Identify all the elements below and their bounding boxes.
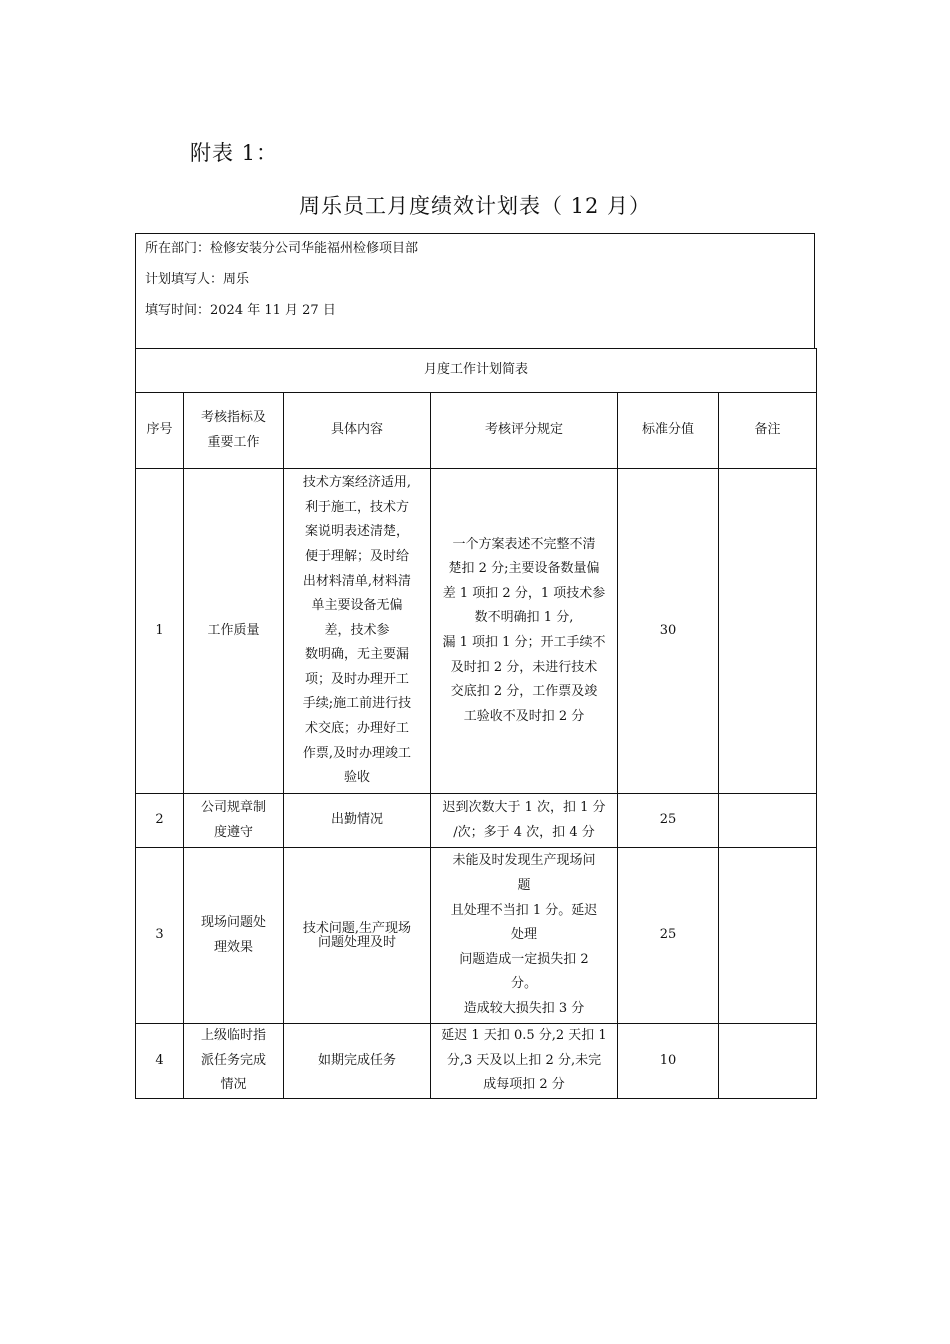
table-row [136, 794, 817, 848]
appendix-label: 附表 1： [190, 141, 279, 165]
row-remark [719, 848, 817, 1024]
row-score: 10 [618, 1024, 719, 1099]
row-remark [719, 469, 817, 794]
row-content: 出勤情况 [284, 794, 431, 848]
row-rule: 延迟 1 天扣 0.5 分,2 天扣 1 分,3 天及以上扣 2 分,未完 成每项扣 2 分 [431, 1024, 618, 1099]
header-remark: 备注 [719, 393, 817, 469]
row-indicator: 上级临时指 派任务完成 情况 [184, 1024, 284, 1099]
row-remark [719, 1024, 817, 1099]
summary-title: 月度工作计划简表 [136, 349, 817, 393]
row-seq: 1 [136, 469, 184, 794]
row-content: 技术问题,生产现场 问题处理及时 [284, 848, 431, 1024]
row-rule: 迟到次数大于 1 次，扣 1 分 /次；多于 4 次，扣 4 分 [431, 794, 618, 848]
row-content: 技术方案经济适用, 利于施工，技术方 案说明表述清楚， 便于理解；及时给 出材料清单,材料清 单主要设备无偏 差，技术参 数明确，无主要漏 项；及时办理开工 手续;施工前进行技 术交底；办理好工 作票,及时办理竣工 验收 [284, 469, 431, 794]
row-seq: 3 [136, 848, 184, 1024]
row-seq: 2 [136, 794, 184, 848]
filler-line: 计划填写人：周乐 [145, 272, 250, 287]
department-line: 所在部门：检修安装分公司华能福州检修项目部 [145, 241, 419, 256]
row-content: 如期完成任务 [284, 1024, 431, 1099]
row-remark [719, 794, 817, 848]
plan-table [135, 348, 817, 1099]
row-score: 25 [618, 794, 719, 848]
row-score: 25 [618, 848, 719, 1024]
info-box [135, 233, 815, 349]
row-rule: 未能及时发现生产现场问 题 且处理不当扣 1 分。延迟 处理 问题造成一定损失扣 2 分。 造成较大损失扣 3 分 [431, 848, 618, 1024]
row-indicator: 工作质量 [184, 469, 284, 794]
summary-row [136, 349, 817, 393]
header-score: 标准分值 [618, 393, 719, 469]
table-row [136, 469, 817, 794]
fill-time-line: 填写时间：2024 年 11 月 27 日 [145, 303, 336, 318]
header-content: 具体内容 [284, 393, 431, 469]
row-indicator: 现场问题处 理效果 [184, 848, 284, 1024]
page-title: 周乐员工月度绩效计划表（ 12 月） [298, 194, 652, 218]
table-header-row [136, 393, 817, 469]
row-rule: 一个方案表述不完整不清 楚扣 2 分;主要设备数量偏 差 1 项扣 2 分，1 项技术参 数不明确扣 1 分, 漏 1 项扣 1 分；开工手续不 及时扣 2 分，未进行技术 交底扣 2 分，工作票及竣 工验收不及时扣 2 分 [431, 469, 618, 794]
header-seq: 序号 [136, 393, 184, 469]
table-row [136, 848, 817, 1024]
row-seq: 4 [136, 1024, 184, 1099]
header-rule: 考核评分规定 [431, 393, 618, 469]
table-row [136, 1024, 817, 1099]
row-indicator: 公司规章制 度遵守 [184, 794, 284, 848]
row-score: 30 [618, 469, 719, 794]
header-indicator: 考核指标及 重要工作 [184, 393, 284, 469]
